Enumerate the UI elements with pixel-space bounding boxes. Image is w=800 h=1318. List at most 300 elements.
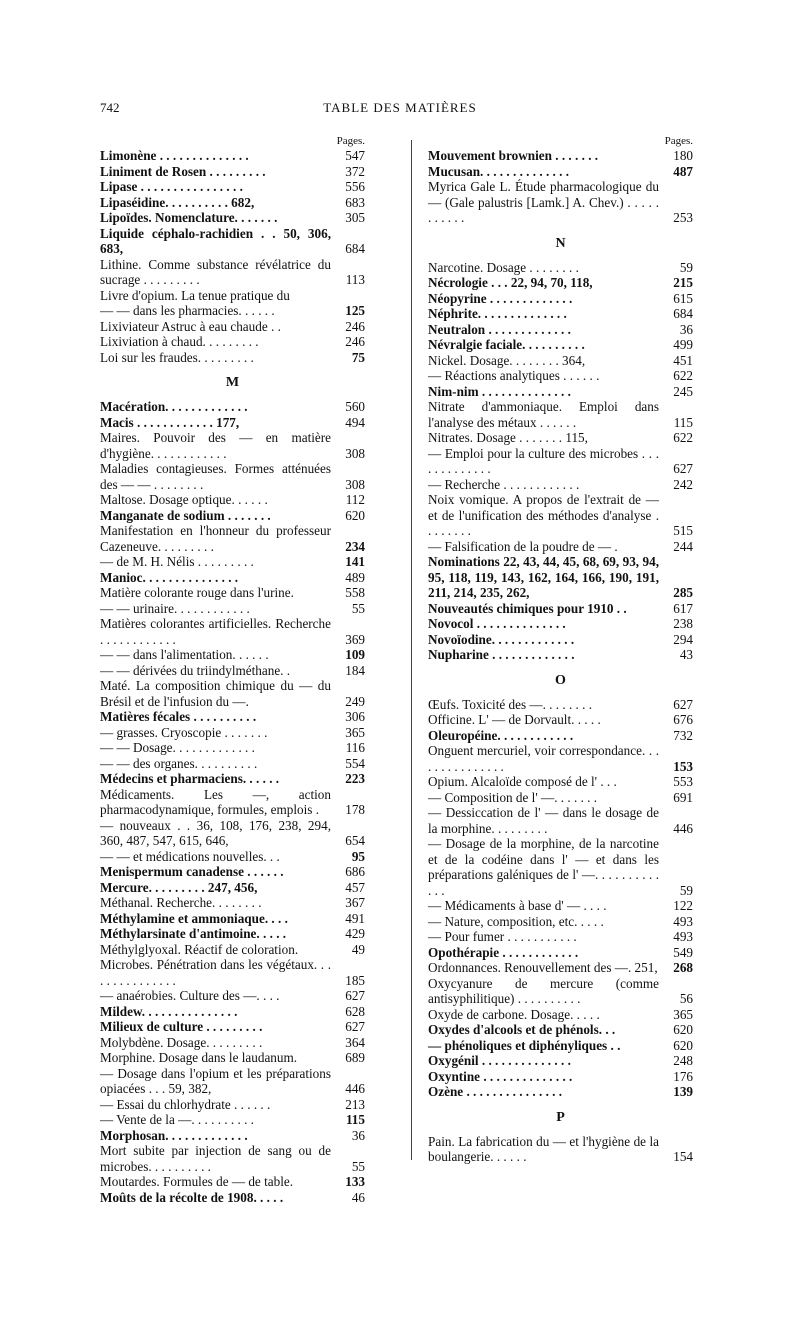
entry-page: 215 bbox=[673, 275, 693, 290]
entry-text: Lixiviateur Astruc à eau chaude . . bbox=[100, 318, 281, 334]
index-entry bbox=[428, 976, 693, 1007]
entry-text: — — dans les pharmacies. . . . . . bbox=[100, 303, 275, 318]
entry-page: 242 bbox=[673, 476, 693, 492]
entry-page: 372 bbox=[345, 163, 365, 179]
index-column-right bbox=[428, 134, 693, 1165]
entry-text: Officine. L' — de Dorvault. . . . . bbox=[428, 712, 601, 727]
entry-page: 56 bbox=[679, 991, 693, 1006]
page-header bbox=[100, 100, 700, 120]
entry-text: Manganate de sodium . . . . . . . bbox=[100, 507, 271, 523]
entry-page: 59 bbox=[679, 259, 693, 275]
index-entry bbox=[428, 446, 693, 477]
entry-text: Noix vomique. A propos de l'extrait de — et de l'unification des méthodes d'analyse . . . . . . . . bbox=[428, 492, 659, 538]
entry-page: 153 bbox=[673, 758, 693, 774]
index-entry bbox=[100, 523, 365, 554]
index-entry bbox=[428, 399, 693, 430]
entry-page: 180 bbox=[673, 148, 693, 163]
entry-text: Ordonnances. Renouvellement des —. 251, bbox=[428, 960, 658, 975]
entry-page: 246 bbox=[345, 334, 365, 349]
entry-text: Loi sur les fraudes. . . . . . . . . bbox=[100, 349, 254, 365]
index-entry bbox=[100, 399, 365, 415]
index-entry bbox=[428, 164, 693, 180]
entry-text: Oxycyanure de mercure (comme antisyphilitique) . . . . . . . . . . bbox=[428, 975, 659, 1006]
index-entry bbox=[428, 728, 693, 744]
index-entry bbox=[100, 678, 365, 709]
entry-text: Mort subite par injection de sang ou de microbes. . . . . . . . . . bbox=[100, 1143, 331, 1174]
entry-page: 683 bbox=[345, 194, 365, 210]
entry-page: 305 bbox=[345, 210, 365, 225]
entry-text: Menispermum canadense . . . . . . bbox=[100, 864, 284, 879]
entry-page: 285 bbox=[673, 585, 693, 600]
entry-text: — — urinaire. . . . . . . . . . . . bbox=[100, 600, 250, 616]
entry-text: — Réactions analytiques . . . . . . bbox=[428, 368, 600, 383]
entry-page: 125 bbox=[345, 303, 365, 318]
entry-text: Nouveautés chimiques pour 1910 . . bbox=[428, 600, 627, 616]
entry-text: Lipase . . . . . . . . . . . . . . . . bbox=[100, 179, 243, 194]
entry-text: Lipaséidine. . . . . . . . . . 682, bbox=[100, 194, 255, 210]
entry-text: Morphine. Dosage dans le laudanum. bbox=[100, 1050, 298, 1065]
index-entry bbox=[100, 492, 365, 508]
entry-page: 676 bbox=[673, 712, 693, 727]
entry-page: 457 bbox=[345, 879, 365, 895]
entry-page: 234 bbox=[345, 538, 365, 554]
entry-page: 620 bbox=[673, 1022, 693, 1037]
entry-text: Mercure. . . . . . . . . 247, 456, bbox=[100, 879, 258, 895]
entry-page: 446 bbox=[345, 1081, 365, 1096]
index-entry bbox=[100, 508, 365, 524]
entry-page: 493 bbox=[673, 913, 693, 929]
entry-text: — Recherche . . . . . . . . . . . . bbox=[428, 476, 580, 492]
entry-page: 684 bbox=[673, 306, 693, 321]
entry-page: 245 bbox=[673, 383, 693, 399]
index-entry bbox=[100, 1097, 365, 1113]
index-entry bbox=[100, 864, 365, 880]
index-entry bbox=[100, 926, 365, 942]
entry-page: 308 bbox=[345, 445, 365, 461]
entry-text: — de M. H. Nélis . . . . . . . . . bbox=[100, 554, 254, 569]
entry-page: 369 bbox=[345, 631, 365, 647]
entry-text: Matières fécales . . . . . . . . . . bbox=[100, 709, 257, 724]
index-column-left bbox=[100, 134, 365, 1205]
entry-page: 515 bbox=[673, 523, 693, 538]
entry-page: 446 bbox=[673, 820, 693, 836]
index-entry bbox=[100, 334, 365, 350]
entry-page: 499 bbox=[673, 337, 693, 352]
entry-page: 554 bbox=[345, 755, 365, 771]
entry-page: 491 bbox=[345, 910, 365, 926]
index-entry bbox=[428, 384, 693, 400]
entry-page: 367 bbox=[345, 895, 365, 910]
index-entry bbox=[428, 898, 693, 914]
entry-page: 122 bbox=[673, 898, 693, 913]
index-entry bbox=[100, 740, 365, 756]
entry-text: Milieux de culture . . . . . . . . . bbox=[100, 1019, 263, 1034]
entry-page: 133 bbox=[345, 1174, 365, 1189]
index-entry bbox=[100, 709, 365, 725]
entry-page: 627 bbox=[673, 696, 693, 712]
index-entry bbox=[100, 1035, 365, 1051]
entry-text: Méthylarsinate d'antimoine. . . . . bbox=[100, 926, 287, 941]
index-entry bbox=[100, 461, 365, 492]
entry-page: 553 bbox=[673, 774, 693, 789]
entry-text: Nim-nim . . . . . . . . . . . . . . bbox=[428, 383, 571, 399]
entry-text: — Dosage de la morphine, de la narcotine et de la codéine dans l' — et dans les préparations galéniques de l' —. . . . . . . . . . . . . bbox=[428, 836, 659, 898]
index-entry bbox=[100, 988, 365, 1004]
entry-page: 622 bbox=[673, 430, 693, 445]
entry-text: Oxyntine . . . . . . . . . . . . . . bbox=[428, 1068, 573, 1084]
entry-text: — Emploi pour la culture des microbes . . . . . . . . . . . . . bbox=[428, 445, 659, 476]
index-entry bbox=[428, 430, 693, 446]
entry-text: Liniment de Rosen . . . . . . . . . bbox=[100, 163, 266, 179]
entry-page: 364 bbox=[345, 1034, 365, 1050]
entry-page: 627 bbox=[345, 988, 365, 1003]
index-entry bbox=[100, 1143, 365, 1174]
index-entry bbox=[100, 911, 365, 927]
entry-text: Néopyrine . . . . . . . . . . . . . bbox=[428, 290, 573, 306]
entry-page: 238 bbox=[673, 616, 693, 631]
index-entry bbox=[428, 148, 693, 164]
entry-page: 95 bbox=[351, 848, 365, 864]
index-entry bbox=[100, 430, 365, 461]
index-entry bbox=[428, 1084, 693, 1100]
entry-page: 244 bbox=[673, 538, 693, 554]
index-entry bbox=[428, 179, 693, 226]
index-entry bbox=[100, 570, 365, 586]
entry-text: Maires. Pouvoir des — en matière d'hygiène. . . . . . . . . . . . bbox=[100, 430, 331, 461]
index-entry bbox=[428, 774, 693, 790]
entry-page: 308 bbox=[345, 476, 365, 492]
index-entry bbox=[428, 790, 693, 806]
entry-page: 620 bbox=[673, 1037, 693, 1053]
entry-text: — Falsification de la poudre de — . bbox=[428, 538, 618, 554]
entry-text: — Pour fumer . . . . . . . . . . . bbox=[428, 929, 577, 944]
entry-page: 43 bbox=[679, 647, 693, 662]
section-letter: N bbox=[555, 235, 566, 251]
entry-page: 365 bbox=[673, 1006, 693, 1022]
entry-page: 185 bbox=[345, 972, 365, 988]
index-entry bbox=[428, 601, 693, 617]
entry-text: Maltose. Dosage optique. . . . . . bbox=[100, 492, 268, 507]
index-entry bbox=[428, 260, 693, 276]
entry-text: Œufs. Toxicité des —. . . . . . . . bbox=[428, 696, 593, 712]
index-entry bbox=[428, 805, 693, 836]
index-entry bbox=[100, 756, 365, 772]
index-entry bbox=[100, 319, 365, 335]
index-entry bbox=[428, 306, 693, 322]
index-entry bbox=[428, 712, 693, 728]
index-entry bbox=[428, 275, 693, 291]
entry-text: — Dosage dans l'opium et les préparations opiacées . . . 59, 382, bbox=[100, 1065, 331, 1096]
entry-page: 141 bbox=[345, 554, 365, 569]
entry-text: Nécrologie . . . 22, 94, 70, 118, bbox=[428, 275, 593, 290]
entry-text: Novocol . . . . . . . . . . . . . . bbox=[428, 616, 566, 631]
section-letter: M bbox=[225, 375, 240, 390]
entry-page: 36 bbox=[351, 1127, 365, 1143]
index-entry bbox=[100, 942, 365, 958]
entry-text: Macération. . . . . . . . . . . . . bbox=[100, 399, 248, 414]
entry-text: Lixiviation à chaud. . . . . . . . . bbox=[100, 334, 259, 349]
entry-page: 246 bbox=[345, 318, 365, 334]
entry-text: Opium. Alcaloïde composé de l' . . . bbox=[428, 774, 617, 789]
entry-page: 113 bbox=[345, 272, 365, 287]
entry-text: Nominations 22, 43, 44, 45, 68, 69, 93, 94, 95, 118, 119, 143, 162, 164, 166, 190, 191, 211, 214, 235, 262, bbox=[428, 554, 659, 600]
entry-page: 617 bbox=[673, 600, 693, 616]
entry-text: Morphosan. . . . . . . . . . . . . bbox=[100, 1127, 248, 1143]
index-entry bbox=[100, 771, 365, 787]
index-entry bbox=[100, 818, 365, 849]
entry-text: — Essai du chlorhydrate . . . . . . bbox=[100, 1096, 271, 1112]
entry-text: — phénoliques et diphényliques . . bbox=[428, 1037, 621, 1053]
entry-text: — Nature, composition, etc. . . . . bbox=[428, 913, 604, 929]
page-number: 742 bbox=[100, 100, 120, 115]
section-letter: P bbox=[556, 1109, 565, 1125]
entry-page: 253 bbox=[673, 210, 693, 225]
entry-text: Maté. La composition chimique du — du Brésil et de l'infusion du —. bbox=[100, 678, 331, 709]
entry-text: Oxydes d'alcools et de phénols. . . bbox=[428, 1022, 616, 1037]
entry-text: Moûts de la récolte de 1908. . . . . bbox=[100, 1189, 284, 1205]
entry-page: 176 bbox=[673, 1068, 693, 1084]
entry-text: Lipoïdes. Nomenclature. . . . . . . bbox=[100, 210, 278, 225]
entry-page: 654 bbox=[345, 833, 365, 848]
entry-page: 451 bbox=[673, 352, 693, 368]
index-entry bbox=[100, 350, 365, 366]
entry-page: 248 bbox=[673, 1053, 693, 1068]
entry-text: — grasses. Cryoscopie . . . . . . . bbox=[100, 724, 268, 740]
entry-text: Médecins et pharmaciens. . . . . . bbox=[100, 771, 280, 786]
entry-text: — — dans l'alimentation. . . . . . bbox=[100, 647, 269, 662]
index-entry bbox=[428, 697, 693, 713]
entry-page: 493 bbox=[673, 929, 693, 944]
index-entry bbox=[100, 303, 365, 319]
entry-page: 115 bbox=[345, 1112, 365, 1127]
entry-text: Molybdène. Dosage. . . . . . . . . bbox=[100, 1034, 263, 1050]
entry-page: 627 bbox=[673, 461, 693, 476]
index-entry bbox=[100, 148, 365, 164]
entry-page: 213 bbox=[345, 1096, 365, 1112]
entry-page: 628 bbox=[345, 1003, 365, 1019]
entry-text: Opothérapie . . . . . . . . . . . . bbox=[428, 944, 579, 960]
entry-page: 691 bbox=[673, 789, 693, 805]
index-entry bbox=[100, 226, 365, 257]
entry-text: Onguent mercuriel, voir correspondance. . . . . . . . . . . . . . . bbox=[428, 743, 659, 774]
entry-page: 55 bbox=[351, 600, 365, 616]
entry-text: Nupharine . . . . . . . . . . . . . bbox=[428, 647, 575, 662]
entry-page: 115 bbox=[673, 414, 693, 430]
entry-page: 116 bbox=[345, 740, 365, 755]
entry-text: Livre d'opium. La tenue pratique du bbox=[100, 287, 290, 303]
index-entry bbox=[100, 288, 365, 304]
index-entry bbox=[428, 492, 693, 539]
entry-text: Méthanal. Recherche. . . . . . . . bbox=[100, 895, 262, 910]
entry-text: Manifestation en l'honneur du professeur Cazeneuve. . . . . . . . . bbox=[100, 523, 331, 554]
entry-text: Mucusan. . . . . . . . . . . . . . bbox=[428, 163, 570, 179]
index-entry bbox=[100, 164, 365, 180]
entry-text: Maladies contagieuses. Formes atténuées des — — . . . . . . . . bbox=[100, 461, 331, 492]
entry-text: — anaérobies. Culture des —. . . . bbox=[100, 988, 280, 1003]
entry-page: 494 bbox=[345, 414, 365, 430]
entry-page: 560 bbox=[345, 399, 365, 414]
entry-text: Liquide céphalo-rachidien . . 50, 306, 683, bbox=[100, 225, 331, 256]
index-entry bbox=[100, 647, 365, 663]
index-entry bbox=[100, 601, 365, 617]
entry-text: Néphrite. . . . . . . . . . . . . . bbox=[428, 306, 567, 321]
index-entry bbox=[100, 663, 365, 679]
entry-page: 154 bbox=[673, 1149, 693, 1164]
entry-text: Myrica Gale L. Étude pharmacologique du — (Gale palustris [Lamk.] A. Chev.) . . . . . . . . . . . bbox=[428, 179, 659, 225]
entry-text: Novoïodine. . . . . . . . . . . . . bbox=[428, 631, 575, 647]
index-entry bbox=[100, 585, 365, 601]
index-entry bbox=[100, 1004, 365, 1020]
entry-page: 36 bbox=[679, 321, 693, 337]
index-entry bbox=[428, 1069, 693, 1085]
entry-text: Limonène . . . . . . . . . . . . . . bbox=[100, 148, 249, 163]
pages-heading: Pages. bbox=[336, 135, 365, 147]
entry-page: 139 bbox=[673, 1084, 693, 1099]
index-entry bbox=[428, 743, 693, 774]
entry-text: Ozène . . . . . . . . . . . . . . . bbox=[428, 1084, 563, 1099]
entry-text: — nouveaux . . 36, 108, 176, 238, 294, 360, 487, 547, 615, 646, bbox=[100, 817, 331, 848]
index-entry bbox=[428, 929, 693, 945]
index-entry bbox=[100, 1066, 365, 1097]
entry-page: 223 bbox=[345, 771, 365, 786]
entry-text: — Dessiccation de l' — dans le dosage de la morphine. . . . . . . . . bbox=[428, 805, 659, 836]
entry-text: Nitrates. Dosage . . . . . . . 115, bbox=[428, 430, 588, 445]
entry-page: 178 bbox=[345, 802, 365, 817]
index-entry bbox=[428, 539, 693, 555]
entry-page: 556 bbox=[345, 179, 365, 194]
entry-text: — Vente de la —. . . . . . . . . . bbox=[100, 1112, 254, 1127]
entry-text: Matière colorante rouge dans l'urine. bbox=[100, 585, 294, 600]
index-entry bbox=[100, 725, 365, 741]
index-entry bbox=[428, 1022, 693, 1038]
entry-page: 49 bbox=[351, 941, 365, 957]
index-entry bbox=[100, 849, 365, 865]
entry-text: Lithine. Comme substance révélatrice du sucrage . . . . . . . . . bbox=[100, 256, 331, 287]
entry-page: 109 bbox=[345, 647, 365, 662]
entry-text: Macis . . . . . . . . . . . . 177, bbox=[100, 414, 240, 430]
entry-text: Nitrate d'ammoniaque. Emploi dans l'analyse des métaux . . . . . . bbox=[428, 399, 659, 430]
index-entry bbox=[428, 616, 693, 632]
entry-text: Microbes. Pénétration dans les végétaux. . . . . . . . . . . . . . . bbox=[100, 957, 331, 988]
entry-page: 489 bbox=[345, 569, 365, 585]
index-entry bbox=[428, 337, 693, 353]
entry-page: 547 bbox=[345, 148, 365, 163]
index-entry bbox=[428, 477, 693, 493]
entry-text: Manioc. . . . . . . . . . . . . . . bbox=[100, 569, 239, 585]
index-entry bbox=[100, 210, 365, 226]
entry-page: 686 bbox=[345, 864, 365, 879]
entry-text: Pain. La fabrication du — et l'hygiène de la boulangerie. . . . . . bbox=[428, 1133, 659, 1164]
entry-page: 620 bbox=[345, 507, 365, 523]
entry-page: 268 bbox=[673, 960, 693, 975]
index-entry bbox=[428, 960, 693, 976]
entry-page: 549 bbox=[673, 944, 693, 960]
entry-text: Neutralon . . . . . . . . . . . . . bbox=[428, 321, 571, 337]
index-entry bbox=[100, 257, 365, 288]
index-entry bbox=[100, 1019, 365, 1035]
entry-page: 689 bbox=[345, 1050, 365, 1065]
entry-page: 429 bbox=[345, 926, 365, 941]
entry-text: Matières colorantes artificielles. Recherche . . . . . . . . . . . . bbox=[100, 616, 331, 647]
column-divider bbox=[411, 140, 412, 1160]
entry-page: 615 bbox=[673, 290, 693, 306]
index-entry bbox=[100, 179, 365, 195]
entry-text: Narcotine. Dosage . . . . . . . . bbox=[428, 259, 579, 275]
entry-page: 184 bbox=[345, 662, 365, 678]
entry-page: 46 bbox=[351, 1189, 365, 1205]
entry-text: — — des organes. . . . . . . . . . bbox=[100, 755, 258, 771]
index-entry bbox=[428, 647, 693, 663]
index-entry bbox=[428, 368, 693, 384]
entry-page: 59 bbox=[679, 882, 693, 898]
index-entry bbox=[100, 1174, 365, 1190]
entry-text: Oleuropéine. . . . . . . . . . . . bbox=[428, 727, 574, 743]
index-entry bbox=[100, 554, 365, 570]
index-entry bbox=[428, 632, 693, 648]
entry-page: 306 bbox=[345, 709, 365, 724]
entry-text: Méthylamine et ammoniaque. . . . bbox=[100, 910, 288, 926]
index-entry bbox=[100, 895, 365, 911]
entry-text: — Composition de l' —. . . . . . . bbox=[428, 789, 598, 805]
entry-text: Mildew. . . . . . . . . . . . . . . bbox=[100, 1003, 238, 1019]
entry-page: 732 bbox=[673, 727, 693, 743]
index-entry bbox=[428, 836, 693, 898]
entry-text: — — Dosage. . . . . . . . . . . . . bbox=[100, 740, 255, 755]
entry-page: 365 bbox=[345, 724, 365, 740]
index-entry bbox=[428, 914, 693, 930]
entry-text: — — dérivées du triindylméthane. . bbox=[100, 662, 291, 678]
index-entry bbox=[100, 1112, 365, 1128]
entry-text: Moutardes. Formules de — de table. bbox=[100, 1174, 294, 1189]
index-entry bbox=[428, 1134, 693, 1165]
index-entry bbox=[100, 880, 365, 896]
index-entry bbox=[428, 353, 693, 369]
pages-heading: Pages. bbox=[664, 135, 693, 147]
entry-text: — — et médications nouvelles. . . bbox=[100, 848, 280, 864]
index-entry bbox=[100, 1050, 365, 1066]
index-entry bbox=[100, 957, 365, 988]
index-entry bbox=[428, 1007, 693, 1023]
entry-text: Méthylglyoxal. Réactif de coloration. bbox=[100, 941, 299, 957]
index-entry bbox=[100, 1128, 365, 1144]
entry-text: Médicaments. Les —, action pharmacodynamique, formules, emplois . bbox=[100, 786, 331, 817]
entry-page: 487 bbox=[673, 163, 693, 179]
entry-text: Névralgie faciale. . . . . . . . . . bbox=[428, 337, 585, 352]
entry-text: Mouvement brownien . . . . . . . bbox=[428, 148, 599, 163]
index-entry bbox=[428, 322, 693, 338]
entry-page: 684 bbox=[345, 241, 365, 256]
index-entry bbox=[428, 1038, 693, 1054]
index-entry bbox=[100, 616, 365, 647]
index-entry bbox=[100, 415, 365, 431]
entry-page: 55 bbox=[351, 1158, 365, 1174]
entry-page: 112 bbox=[345, 492, 365, 507]
index-entry bbox=[428, 1053, 693, 1069]
entry-text: Oxyde de carbone. Dosage. . . . . bbox=[428, 1006, 600, 1022]
entry-page: 249 bbox=[345, 693, 365, 709]
index-entry bbox=[428, 554, 693, 601]
index-entry bbox=[428, 945, 693, 961]
index-entry bbox=[100, 787, 365, 818]
entry-page: 294 bbox=[673, 631, 693, 647]
entry-page: 622 bbox=[673, 368, 693, 383]
entry-page: 627 bbox=[345, 1019, 365, 1034]
running-title: TABLE DES MATIÈRES bbox=[323, 100, 477, 115]
entry-page: 75 bbox=[351, 349, 365, 365]
section-letter: O bbox=[555, 672, 566, 688]
index-entry bbox=[100, 195, 365, 211]
entry-text: Nickel. Dosage. . . . . . . . 364, bbox=[428, 352, 586, 368]
